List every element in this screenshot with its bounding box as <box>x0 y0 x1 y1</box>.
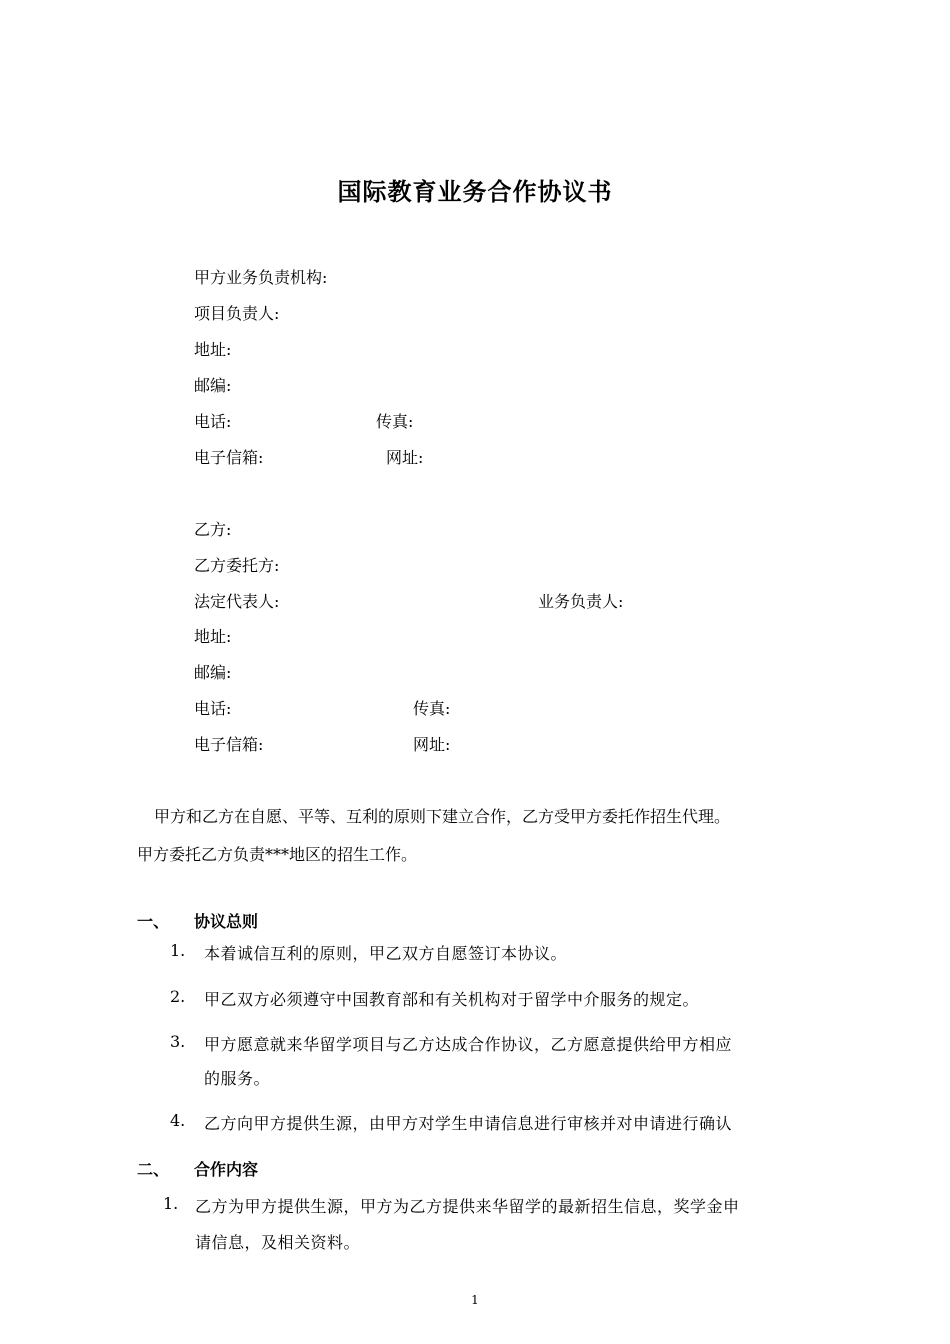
party-b-name-label: 乙方: <box>194 520 232 539</box>
party-a-website-label: 网址: <box>386 448 424 467</box>
party-a-address-label: 地址: <box>194 340 232 359</box>
section-2-item-1-text-line-1: 乙方为甲方提供生源，甲方为乙方提供来华留学的最新招生信息，奖学金申 <box>195 1197 740 1216</box>
party-a-org-label: 甲方业务负责机构: <box>194 268 328 287</box>
party-b-postcode-label: 邮编: <box>194 663 232 682</box>
party-b-address-label: 地址: <box>194 627 232 646</box>
section-1-item-3-text-line-1: 甲方愿意就来华留学项目与乙方达成合作协议，乙方愿意提供给甲方相应 <box>204 1035 733 1054</box>
intro-line-2: 甲方委托乙方负责***地区的招生工作。 <box>137 845 418 864</box>
section-1-item-2-number: 2. <box>170 987 186 1006</box>
section-1-item-1-text: 本着诚信互利的原则，甲乙双方自愿签订本协议。 <box>204 944 568 963</box>
party-a-phone-label: 电话: <box>194 412 232 431</box>
party-b-fax-label: 传真: <box>413 699 451 718</box>
party-b-email-label: 电子信箱: <box>194 735 264 754</box>
party-a-fax-label: 传真: <box>376 412 414 431</box>
section-2-item-1-text-line-2: 请信息，及相关资料。 <box>195 1233 361 1252</box>
section-2-number: 二、 <box>137 1160 170 1179</box>
section-1-item-1-number: 1. <box>170 941 186 960</box>
party-b-client-label: 乙方委托方: <box>194 556 280 575</box>
section-1-number: 一、 <box>137 912 170 931</box>
section-1-item-4-text: 乙方向甲方提供生源，由甲方对学生申请信息进行审核并对申请进行确认 <box>204 1114 733 1133</box>
section-2-title: 合作内容 <box>194 1160 259 1179</box>
section-1-item-2-text: 甲乙双方必须遵守中国教育部和有关机构对于留学中介服务的规定。 <box>204 990 700 1009</box>
party-b-legal-rep-label: 法定代表人: <box>194 592 280 611</box>
party-b-website-label: 网址: <box>413 735 451 754</box>
party-b-biz-manager-label: 业务负责人: <box>538 592 624 611</box>
party-b-phone-label: 电话: <box>194 699 232 718</box>
document-title: 国际教育业务合作协议书 <box>337 177 613 206</box>
party-a-manager-label: 项目负责人: <box>194 304 280 323</box>
intro-line-1: 甲方和乙方在自愿、平等、互利的原则下建立合作，乙方受甲方委托作招生代理。 <box>154 807 731 826</box>
section-1-title: 协议总则 <box>194 912 259 931</box>
party-a-email-label: 电子信箱: <box>194 448 264 467</box>
page-number: 1 <box>471 1293 479 1307</box>
section-1-item-4-number: 4. <box>170 1111 186 1130</box>
section-2-item-1-number: 1. <box>163 1194 179 1213</box>
section-1-item-3-number: 3. <box>170 1032 186 1051</box>
party-a-postcode-label: 邮编: <box>194 376 232 395</box>
section-1-item-3-text-line-2: 的服务。 <box>204 1069 271 1088</box>
